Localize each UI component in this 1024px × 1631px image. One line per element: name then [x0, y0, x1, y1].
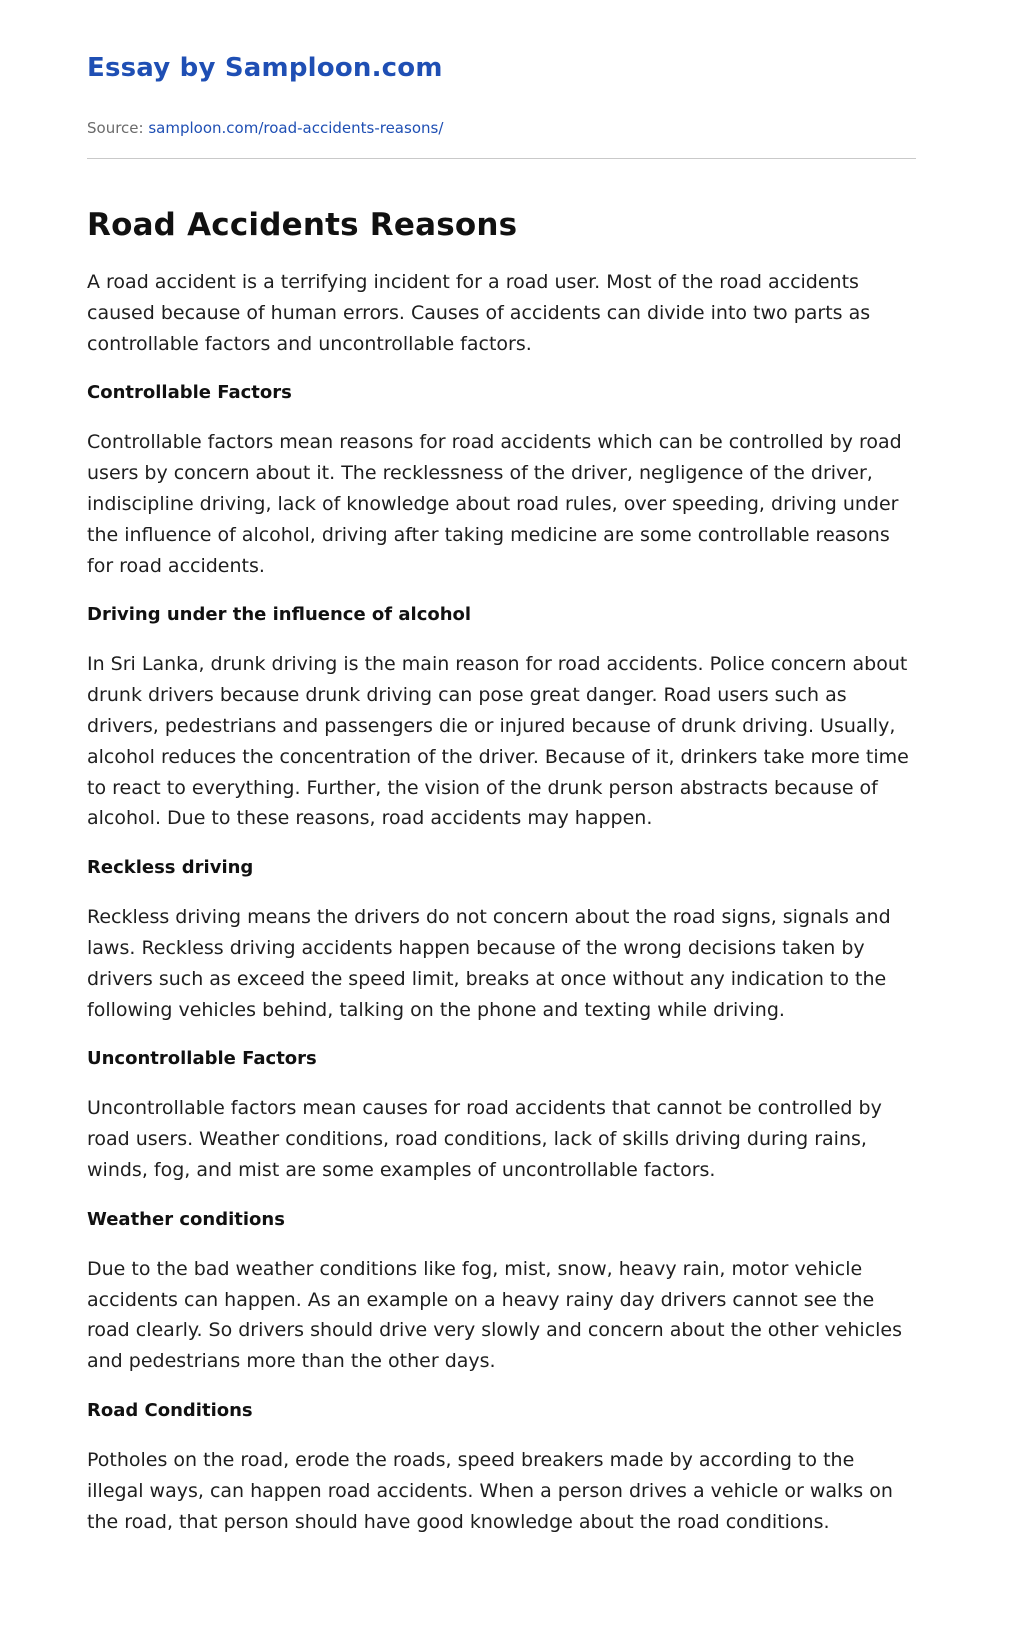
- section-paragraph-controllable-factors: Controllable factors mean reasons for road accidents which can be controlled by road users by concern about it. The recklessness of the driver, negligence of the driver, indiscipline driving, lack of knowledge about road rules, over speeding, driving under the influence of alcohol, driving after taking medicine are some controllable reasons for road accidents.: [87, 431, 902, 577]
- section-heading-weather-conditions: Weather conditions: [87, 1208, 285, 1230]
- intro-paragraph: A road accident is a terrifying incident for a road user. Most of the road accidents caused because of human errors. Causes of accidents can divide into two parts as controllable factors and uncontrollable factors.: [87, 271, 871, 355]
- section-paragraph-reckless-driving: Reckless driving means the drivers do not concern about the road signs, signals and laws. Reckless driving accidents happen because of the wrong decisions taken by drivers such as exceed the speed limit, breaks at once without any indication to the following vehicles behind, talking on the phone and texting while driving.: [87, 906, 891, 1021]
- section-heading-controllable-factors: Controllable Factors: [87, 382, 292, 404]
- section-paragraph-road-conditions: Potholes on the road, erode the roads, speed breakers made by according to the illegal ways, can happen road accidents. When a person drives a vehicle or walks on the road, that person should have good knowledge about the road conditions.: [87, 1448, 893, 1533]
- section-paragraph-weather-conditions: Due to the bad weather conditions like fog, mist, snow, heavy rain, motor vehicle accidents can happen. As an example on a heavy rainy day drivers cannot see the road clearly. So drivers should drive very slowly and concern about the other vehicles and pedestrians more than the other days.: [87, 1257, 903, 1373]
- section-paragraph-drunk-driving: In Sri Lanka, drunk driving is the main reason for road accidents. Police concern about drunk drivers because drunk driving can pose great danger. Road users such as drivers, pedestrians and passengers die or injured because of drunk driving. Usually, alcohol reduces the concentration of the driver. Because of it, drinkers take more time to react to everything. Further, the vision of the drunk person abstracts because of alcohol. Due to these reasons, road accidents may happen.: [87, 653, 909, 830]
- source-label: Source:: [87, 119, 144, 137]
- section-heading-road-conditions: Road Conditions: [87, 1399, 253, 1421]
- essay-title: Road Accidents Reasons: [87, 207, 518, 243]
- site-title[interactable]: Essay by Samploon.com: [87, 53, 443, 83]
- section-heading-drunk-driving: Driving under the influence of alcohol: [87, 604, 472, 626]
- section-heading-uncontrollable-factors: Uncontrollable Factors: [87, 1048, 317, 1070]
- source-line: [87, 118, 916, 138]
- section-heading-reckless-driving: Reckless driving: [87, 857, 254, 879]
- essay-content: [87, 267, 916, 1537]
- source-link[interactable]: samploon.com/road-accidents-reasons/: [148, 119, 444, 137]
- section-paragraph-uncontrollable-factors: Uncontrollable factors mean causes for road accidents that cannot be controlled by road users. Weather conditions, road conditions, lack of skills driving during rains, winds, fog, and mist are some examples of uncontrollable factors.: [87, 1097, 882, 1181]
- header-divider: [87, 158, 916, 159]
